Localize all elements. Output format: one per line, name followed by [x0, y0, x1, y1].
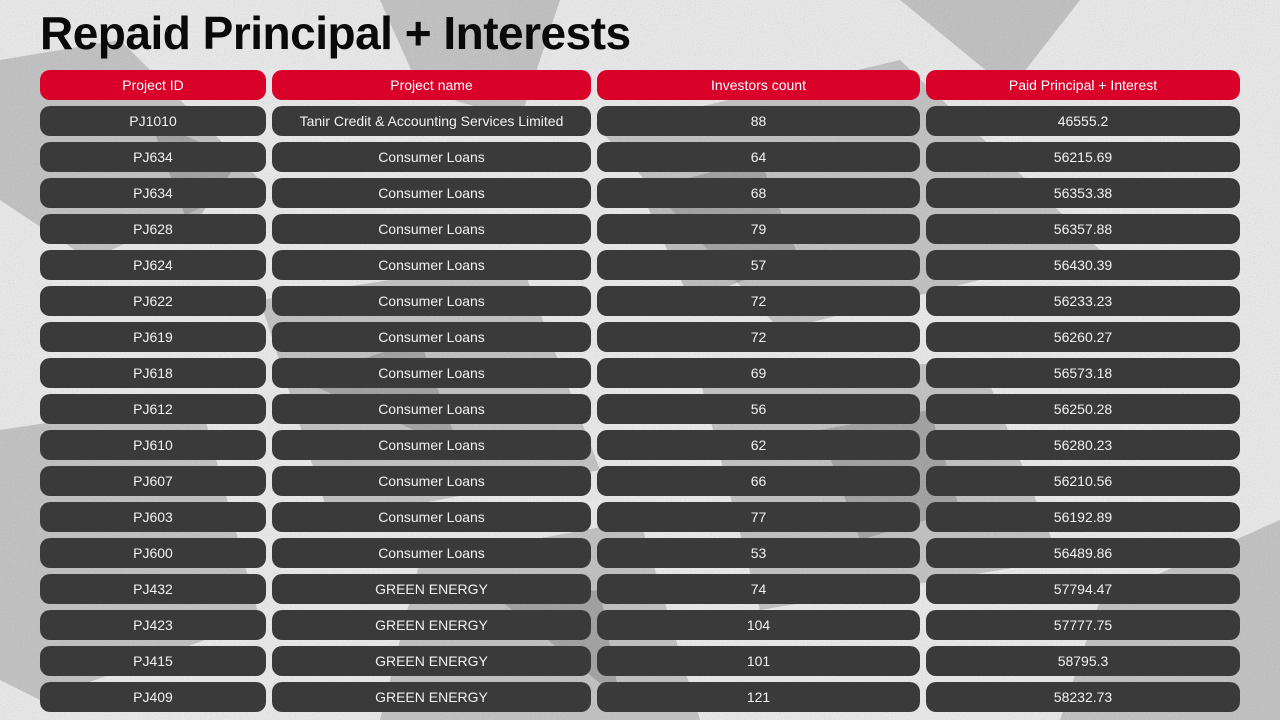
investors-count-cell: 62: [597, 430, 920, 460]
header-paid-principal-interest: Paid Principal + Interest: [926, 70, 1240, 100]
paid-amount-cell: 56353.38: [926, 178, 1240, 208]
table-row: [40, 322, 1240, 352]
table-row: [40, 610, 1240, 640]
table-row: [40, 430, 1240, 460]
project-name-cell: Consumer Loans: [272, 286, 591, 316]
project-name-cell: GREEN ENERGY: [272, 610, 591, 640]
project-name-cell: GREEN ENERGY: [272, 682, 591, 712]
table-row: [40, 178, 1240, 208]
table-row: [40, 394, 1240, 424]
project-name-cell: Consumer Loans: [272, 466, 591, 496]
project-name-cell: Consumer Loans: [272, 322, 591, 352]
table-row: [40, 358, 1240, 388]
project-name-cell: Consumer Loans: [272, 502, 591, 532]
project-name-cell: Consumer Loans: [272, 538, 591, 568]
paid-amount-cell: 56233.23: [926, 286, 1240, 316]
page-title: Repaid Principal + Interests: [40, 7, 631, 59]
project-id-cell: PJ619: [40, 322, 266, 352]
project-id-cell: PJ622: [40, 286, 266, 316]
paid-amount-cell: 56210.56: [926, 466, 1240, 496]
project-name-cell: Consumer Loans: [272, 430, 591, 460]
project-name-cell: Consumer Loans: [272, 394, 591, 424]
project-id-cell: PJ603: [40, 502, 266, 532]
investors-count-cell: 68: [597, 178, 920, 208]
paid-amount-cell: 56280.23: [926, 430, 1240, 460]
project-name-cell: GREEN ENERGY: [272, 574, 591, 604]
investors-count-cell: 64: [597, 142, 920, 172]
paid-amount-cell: 46555.2: [926, 106, 1240, 136]
investors-count-cell: 56: [597, 394, 920, 424]
paid-amount-cell: 56430.39: [926, 250, 1240, 280]
paid-amount-cell: 56357.88: [926, 214, 1240, 244]
project-id-cell: PJ612: [40, 394, 266, 424]
project-id-cell: PJ624: [40, 250, 266, 280]
paid-amount-cell: 57777.75: [926, 610, 1240, 640]
table-row: [40, 106, 1240, 136]
table-row: [40, 250, 1240, 280]
project-id-cell: PJ409: [40, 682, 266, 712]
investors-count-cell: 57: [597, 250, 920, 280]
paid-amount-cell: 56573.18: [926, 358, 1240, 388]
header-project-id: Project ID: [40, 70, 266, 100]
paid-amount-cell: 56489.86: [926, 538, 1240, 568]
paid-amount-cell: 57794.47: [926, 574, 1240, 604]
project-name-cell: Consumer Loans: [272, 214, 591, 244]
paid-amount-cell: 58232.73: [926, 682, 1240, 712]
project-id-cell: PJ634: [40, 142, 266, 172]
table-row: [40, 142, 1240, 172]
paid-amount-cell: 56260.27: [926, 322, 1240, 352]
project-id-cell: PJ607: [40, 466, 266, 496]
investors-count-cell: 72: [597, 322, 920, 352]
paid-amount-cell: 58795.3: [926, 646, 1240, 676]
project-name-cell: Tanir Credit & Accounting Services Limited: [272, 106, 591, 136]
investors-count-cell: 66: [597, 466, 920, 496]
project-name-cell: GREEN ENERGY: [272, 646, 591, 676]
project-id-cell: PJ634: [40, 178, 266, 208]
investors-count-cell: 69: [597, 358, 920, 388]
project-id-cell: PJ618: [40, 358, 266, 388]
project-id-cell: PJ610: [40, 430, 266, 460]
paid-amount-cell: 56215.69: [926, 142, 1240, 172]
project-name-cell: Consumer Loans: [272, 178, 591, 208]
table-row: [40, 646, 1240, 676]
table-row: [40, 502, 1240, 532]
table-row: [40, 682, 1240, 712]
table-header-row: [40, 70, 1240, 100]
project-name-cell: Consumer Loans: [272, 250, 591, 280]
paid-amount-cell: 56250.28: [926, 394, 1240, 424]
investors-count-cell: 121: [597, 682, 920, 712]
investors-count-cell: 77: [597, 502, 920, 532]
project-name-cell: Consumer Loans: [272, 142, 591, 172]
project-id-cell: PJ432: [40, 574, 266, 604]
project-id-cell: PJ415: [40, 646, 266, 676]
table-row: [40, 214, 1240, 244]
header-investors-count: Investors count: [597, 70, 920, 100]
project-id-cell: PJ628: [40, 214, 266, 244]
investors-count-cell: 74: [597, 574, 920, 604]
table-row: [40, 538, 1240, 568]
header-project-name: Project name: [272, 70, 591, 100]
project-name-cell: Consumer Loans: [272, 358, 591, 388]
project-id-cell: PJ600: [40, 538, 266, 568]
investors-count-cell: 53: [597, 538, 920, 568]
table-row: [40, 574, 1240, 604]
project-id-cell: PJ1010: [40, 106, 266, 136]
investors-count-cell: 79: [597, 214, 920, 244]
table-row: [40, 466, 1240, 496]
investors-count-cell: 72: [597, 286, 920, 316]
table-row: [40, 286, 1240, 316]
repayment-table: [40, 70, 1240, 718]
investors-count-cell: 104: [597, 610, 920, 640]
paid-amount-cell: 56192.89: [926, 502, 1240, 532]
project-id-cell: PJ423: [40, 610, 266, 640]
investors-count-cell: 101: [597, 646, 920, 676]
investors-count-cell: 88: [597, 106, 920, 136]
